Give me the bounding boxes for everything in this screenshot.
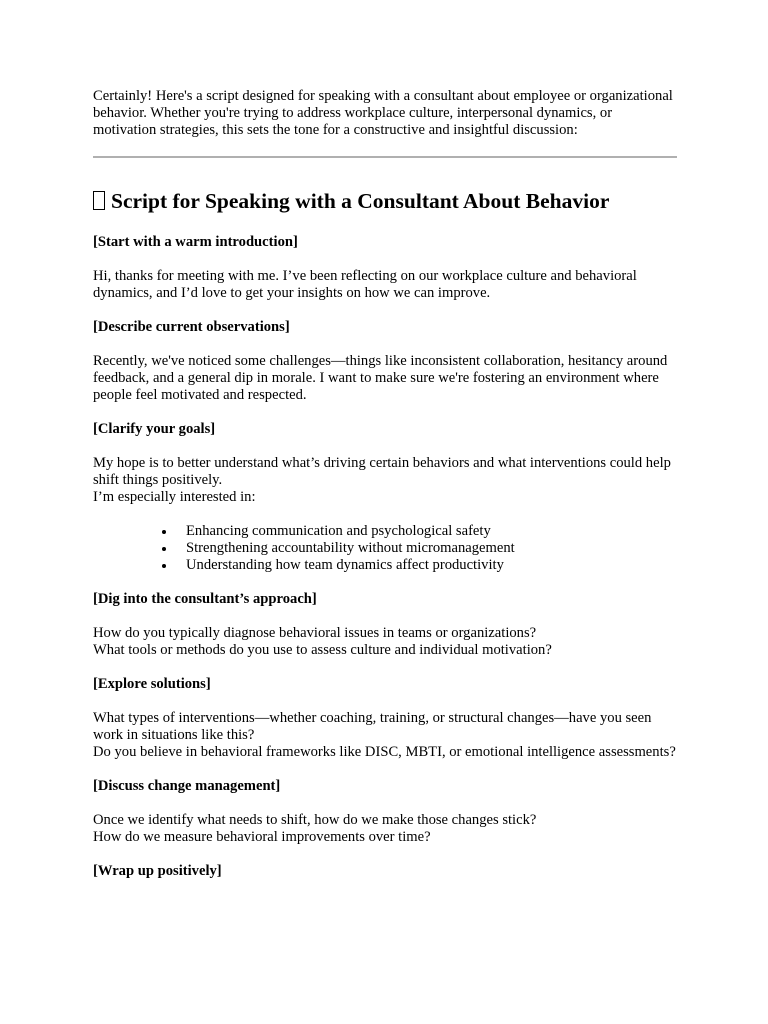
paragraph-current-observations: Recently, we've noticed some challenges—things like inconsistent collaboration, hesitancy around feedback, and a general dip in morale. I want to make sure we're fostering an environment where people feel motivated and respected. [93,353,668,403]
paragraph-approach-1: How do you typically diagnose behavioral issues in teams or organizations? [93,625,537,641]
horizontal-divider [93,156,677,158]
heading-consultant-approach: [Dig into the consultant’s approach] [93,591,317,607]
paragraph-solutions-2: Do you believe in behavioral frameworks like DISC, MBTI, or emotional intelligence assessments? [93,744,676,760]
goals-list [93,523,677,574]
heading-clarify-goals: [Clarify your goals] [93,421,216,437]
missing-glyph-icon [93,191,105,210]
list-item: Understanding how team dynamics affect productivity [186,557,677,574]
document-body [93,88,677,880]
paragraph-goals-1: My hope is to better understand what’s driving certain behaviors and what interventions could help shift things positively. [93,455,671,488]
script-title [93,188,677,214]
heading-current-observations: [Describe current observations] [93,319,290,335]
intro-paragraph: Certainly! Here's a script designed for speaking with a consultant about employee or organizational behavior. Whether you're trying to address workplace culture, interpersonal dynamics, or motivation strategies, this sets the tone for a constructive and insightful discussion: [93,88,673,138]
heading-warm-introduction: [Start with a warm introduction] [93,234,298,250]
heading-wrap-up: [Wrap up positively] [93,863,222,879]
list-item: Strengthening accountability without micromanagement [186,540,677,557]
paragraph-solutions-1: What types of interventions—whether coaching, training, or structural changes—have you seen work in situations like this? [93,710,652,743]
script-title-text: Script for Speaking with a Consultant About Behavior [111,189,610,213]
paragraph-change-2: How do we measure behavioral improvements over time? [93,829,431,845]
paragraph-goals-2: I’m especially interested in: [93,489,256,505]
paragraph-change-1: Once we identify what needs to shift, how do we make those changes stick? [93,812,537,828]
heading-change-management: [Discuss change management] [93,778,281,794]
paragraph-warm-introduction: Hi, thanks for meeting with me. I’ve been reflecting on our workplace culture and behavioral dynamics, and I’d love to get your insights on how we can improve. [93,268,637,301]
list-item: Enhancing communication and psychological safety [186,523,677,540]
paragraph-approach-2: What tools or methods do you use to assess culture and individual motivation? [93,642,552,658]
heading-explore-solutions: [Explore solutions] [93,676,211,692]
